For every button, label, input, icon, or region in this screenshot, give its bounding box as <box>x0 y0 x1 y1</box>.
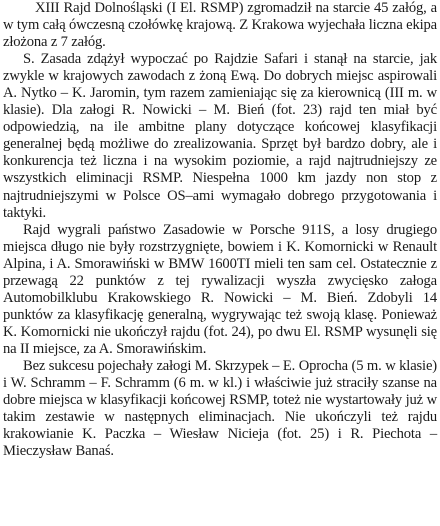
paragraph-unsuccessful-crews: Bez sukcesu pojechały załogi M. Skrzypek – E. Oprocha (5 m. w klasie) i W. Schramm – F. Schramm (6 m. w kl.) i właściwie już straciły szanse na dobre miejsca w klasyfikacji końcowej RSMP, toteż nie wystartowały już w takim zestawie w następnych eliminacjach. Nie ukończyli też rajdu krakowianie K. Paczka – Wiesław Nicieja (fot. 25) i R. Piechota – Mieczysław Banaś. <box>3 357 437 460</box>
paragraph-zasada-and-crews: S. Zasada zdążył wypoczać po Rajdzie Safari i stanął na starcie, jak zwykle w krajowych zawodach z żoną Ewą. Do dobrych miejsc aspirowali A. Nytko – K. Jaromin, tym razem zamieniając się za kierownicą (III m. w klasie). Dla załogi R. Nowicki – M. Bień (fot. 23) rajd ten miał być odpowiedzią, na ile ambitne plany dotyczące końcowej klasyfikacji generalnej będą możliwe do zrealizowania. Sprzęt był bardzo dobry, ale i konkurencja też liczna i na wysokim poziomie, a rajd najtrudniejszy ze wszystkich eliminacji RSMP. Niespełna 1000 km jazdy non stop z najtrudniejszymi w Polsce OS–ami wymagało dobrego przygotowania i taktyki. <box>3 51 437 221</box>
paragraph-rally-results: Rajd wygrali państwo Zasadowie w Porsche 911S, a losy drugiego miejsca długo nie były rozstrzygnięte, bowiem i K. Komornicki w Renault Alpina, i A. Smorawiński w BMW 1600TI mieli ten sam cel. Ostatecznie z przewagą 22 punktów z tej rywalizacji wyszła zwycięsko załoga Automobilklubu Krakowskiego R. Nowicki – M. Bień. Zdobyli 14 punktów za klasyfikację generalną, wygrywając też swoją klasę. Ponieważ K. Komornicki nie ukończył rajdu (fot. 24), po dwu El. RSMP wysunęli się na II miejsce, za A. Smorawińskim. <box>3 221 437 357</box>
paragraph-rally-intro: XIII Rajd Dolnośląski (I El. RSMP) zgromadził na starcie 45 załóg, a w tym całą ówczesną czołówkę krajową. Z Krakowa wyjechała liczna ekipa złożona z 7 załóg. <box>3 0 437 51</box>
document-page <box>3 0 437 460</box>
